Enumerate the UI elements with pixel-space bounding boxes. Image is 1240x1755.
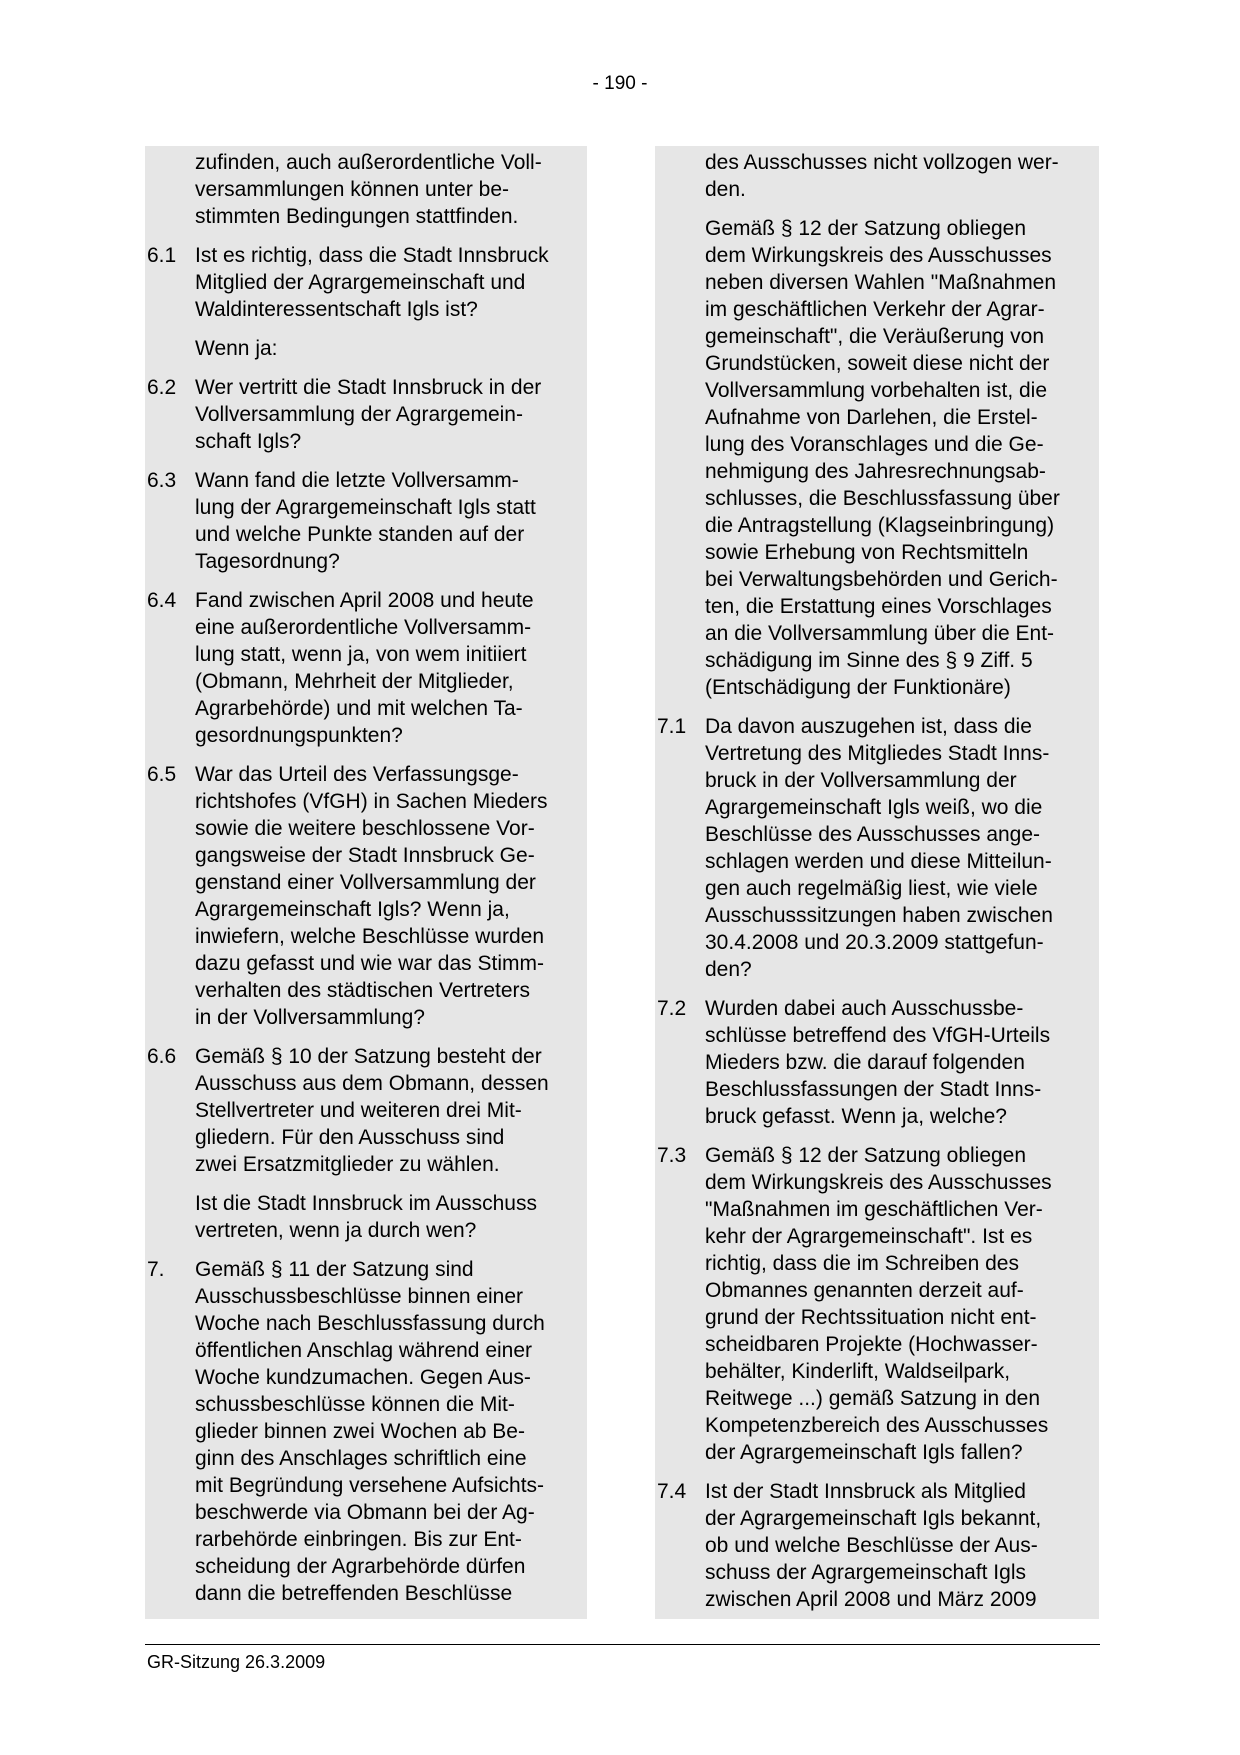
question-6-4	[147, 587, 583, 749]
item-text	[195, 761, 583, 1031]
text-line: rarbehörde einbringen. Bis zur Ent-	[195, 1528, 522, 1551]
text-line: bei Verwaltungsbehörden und Gerich-	[705, 568, 1058, 591]
text-line: scheidbaren Projekte (Hochwasser-	[705, 1333, 1038, 1356]
question-6-5	[147, 761, 583, 1031]
footer-divider	[145, 1644, 1100, 1645]
text-line: Fand zwischen April 2008 und heute	[195, 589, 534, 612]
question-7-1	[657, 713, 1095, 983]
text-line: des Ausschusses nicht vollzogen wer-	[705, 151, 1059, 174]
question-6-6	[147, 1043, 583, 1178]
text-line: bruck gefasst. Wenn ja, welche?	[705, 1105, 1007, 1128]
question-6-3	[147, 467, 583, 575]
text-line: gangsweise der Stadt Innsbruck Ge-	[195, 844, 535, 867]
text-line: Vollversammlung der Agrargemein-	[195, 403, 523, 426]
text-line: Aufnahme von Darlehen, die Erstel-	[705, 406, 1038, 429]
item-number: 6.2	[147, 376, 177, 399]
intro-paragraph	[195, 149, 583, 230]
item-number: 6.5	[147, 763, 177, 786]
text-line: Wenn ja:	[195, 337, 278, 360]
text-line: bruck in der Vollversammlung der	[705, 769, 1017, 792]
text-line: Woche nach Beschlussfassung durch	[195, 1312, 545, 1335]
text-line: Ausschussbeschlüsse binnen einer	[195, 1285, 524, 1308]
text-line: Woche kundzumachen. Gegen Aus-	[195, 1366, 531, 1389]
text-line: schuss der Agrargemeinschaft Igls	[705, 1561, 1026, 1584]
right-column	[655, 146, 1099, 1619]
text-line: Ist der Stadt Innsbruck als Mitglied	[705, 1480, 1026, 1503]
question-7	[147, 1256, 583, 1607]
text-line: versammlungen können unter be-	[195, 178, 510, 201]
text-line: (Obmann, Mehrheit der Mitglieder,	[195, 670, 514, 693]
text-line: kehr der Agrargemeinschaft". Ist es	[705, 1225, 1033, 1248]
item-text	[195, 242, 583, 323]
item-number: 7.3	[657, 1144, 687, 1167]
text-line: Wer vertritt die Stadt Innsbruck in der	[195, 376, 542, 399]
text-line: Wurden dabei auch Ausschussbe-	[705, 997, 1024, 1020]
text-line: Beschlussfassungen der Stadt Inns-	[705, 1078, 1042, 1101]
text-line: lung der Agrargemeinschaft Igls statt	[195, 496, 536, 519]
text-line: dann die betreffenden Beschlüsse	[195, 1582, 513, 1605]
text-line: zwischen April 2008 und März 2009	[705, 1588, 1037, 1611]
item-text	[195, 1256, 583, 1607]
item-text	[705, 713, 1095, 983]
text-line: ginn des Anschlages schriftlich eine	[195, 1447, 527, 1470]
text-line: richtshofes (VfGH) in Sachen Mieders	[195, 790, 548, 813]
text-line: stimmten Bedingungen stattfinden.	[195, 205, 519, 228]
text-line: zwei Ersatzmitglieder zu wählen.	[195, 1153, 500, 1176]
question-7-2	[657, 995, 1095, 1130]
text-line: genstand einer Vollversammlung der	[195, 871, 536, 894]
text-line: Kompetenzbereich des Ausschusses	[705, 1414, 1049, 1437]
text-line: gliedern. Für den Ausschuss sind	[195, 1126, 505, 1149]
text-line: Obmannes genannten derzeit auf-	[705, 1279, 1024, 1302]
text-line: Gemäß § 11 der Satzung sind	[195, 1258, 474, 1281]
text-line: Vollversammlung vorbehalten ist, die	[705, 379, 1048, 402]
text-line: Vertretung des Mitgliedes Stadt Inns-	[705, 742, 1050, 765]
text-line: Grundstücken, soweit diese nicht der	[705, 352, 1050, 375]
item-text	[705, 1142, 1095, 1466]
question-7-3	[657, 1142, 1095, 1466]
text-line: im geschäftlichen Verkehr der Agrar-	[705, 298, 1045, 321]
text-line: schussbeschlüsse können die Mit-	[195, 1393, 515, 1416]
item-number: 6.4	[147, 589, 177, 612]
text-line: an die Vollversammlung über die Ent-	[705, 622, 1055, 645]
wenn-ja-paragraph	[195, 335, 583, 362]
text-line: Mieders bzw. die darauf folgenden	[705, 1051, 1025, 1074]
text-line: öffentlichen Anschlag während einer	[195, 1339, 533, 1362]
text-line: sowie die weitere beschlossene Vor-	[195, 817, 535, 840]
text-line: Agrargemeinschaft Igls weiß, wo die	[705, 796, 1043, 819]
text-line: Reitwege ...) gemäß Satzung in den	[705, 1387, 1041, 1410]
text-line: ten, die Erstattung eines Vorschlages	[705, 595, 1052, 618]
text-line: Wann fand die letzte Vollversamm-	[195, 469, 519, 492]
item-number: 6.1	[147, 244, 177, 267]
left-column	[145, 146, 587, 1619]
text-line: mit Begründung versehene Aufsichts-	[195, 1474, 545, 1497]
text-line: den.	[705, 178, 746, 201]
item-text	[195, 374, 583, 455]
item-text	[195, 1043, 583, 1178]
item-text	[705, 1478, 1095, 1613]
item-number: 6.3	[147, 469, 177, 492]
text-line: zufinden, auch außerordentliche Voll-	[195, 151, 542, 174]
text-line: der Agrargemeinschaft Igls fallen?	[705, 1441, 1023, 1464]
text-line: dazu gefasst und wie war das Stimm-	[195, 952, 544, 975]
item-number: 6.6	[147, 1045, 177, 1068]
text-line: glieder binnen zwei Wochen ab Be-	[195, 1420, 525, 1443]
text-line: Da davon auszugehen ist, dass die	[705, 715, 1032, 738]
text-line: den?	[705, 958, 752, 981]
item-number: 7.4	[657, 1480, 687, 1503]
text-line: lung statt, wenn ja, von wem initiiert	[195, 643, 527, 666]
text-line: Agrargemeinschaft Igls? Wenn ja,	[195, 898, 510, 921]
text-line: Tagesordnung?	[195, 550, 340, 573]
item-number: 7.1	[657, 715, 687, 738]
item-number: 7.	[147, 1258, 165, 1281]
text-line: nehmigung des Jahresrechnungsab-	[705, 460, 1046, 483]
text-line: dem Wirkungskreis des Ausschusses	[705, 1171, 1052, 1194]
text-line: (Entschädigung der Funktionäre)	[705, 676, 1011, 699]
text-line: War das Urteil des Verfassungsge-	[195, 763, 519, 786]
text-line: lung des Voranschlages und die Ge-	[705, 433, 1044, 456]
text-line: dem Wirkungskreis des Ausschusses	[705, 244, 1052, 267]
question-7-4	[657, 1478, 1095, 1613]
text-line: Ausschuss aus dem Obmann, dessen	[195, 1072, 549, 1095]
text-line: Beschlüsse des Ausschusses ange-	[705, 823, 1041, 846]
text-line: scheidung der Agrarbehörde dürfen	[195, 1555, 526, 1578]
continued-paragraph	[705, 149, 1095, 203]
text-line: behälter, Kinderlift, Waldseilpark,	[705, 1360, 1011, 1383]
text-line: verhalten des städtischen Vertreters	[195, 979, 531, 1002]
text-line: gen auch regelmäßig liest, wie viele	[705, 877, 1038, 900]
text-line: eine außerordentliche Vollversamm-	[195, 616, 532, 639]
page-number: - 190 -	[592, 73, 648, 94]
text-line: inwiefern, welche Beschlüsse wurden	[195, 925, 545, 948]
text-line: schlagen werden und diese Mitteilun-	[705, 850, 1052, 873]
text-line: 30.4.2008 und 20.3.2009 stattgefun-	[705, 931, 1044, 954]
text-line: Gemäß § 12 der Satzung obliegen	[705, 217, 1027, 240]
text-line: Ausschusssitzungen haben zwischen	[705, 904, 1053, 927]
text-line: und welche Punkte standen auf der	[195, 523, 525, 546]
text-line: Waldinteressentschaft Igls ist?	[195, 298, 478, 321]
text-line: in der Vollversammlung?	[195, 1006, 425, 1029]
text-line: neben diversen Wahlen "Maßnahmen	[705, 271, 1057, 294]
item-text	[195, 587, 583, 749]
text-line: gesordnungspunkten?	[195, 724, 403, 747]
text-line: Stellvertreter und weiteren drei Mit-	[195, 1099, 522, 1122]
text-line: Agrarbehörde) und mit welchen Ta-	[195, 697, 523, 720]
text-line: der Agrargemeinschaft Igls bekannt,	[705, 1507, 1042, 1530]
text-line: Ist es richtig, dass die Stadt Innsbruck	[195, 244, 549, 267]
item-number: 7.2	[657, 997, 687, 1020]
text-line: gemeinschaft", die Veräußerung von	[705, 325, 1044, 348]
text-line: "Maßnahmen im geschäftlichen Ver-	[705, 1198, 1043, 1221]
footer-text: GR-Sitzung 26.3.2009	[147, 1652, 326, 1672]
text-line: Gemäß § 10 der Satzung besteht der	[195, 1045, 542, 1068]
text-line: grund der Rechtssituation nicht ent-	[705, 1306, 1037, 1329]
item-text	[705, 995, 1095, 1130]
text-line: Gemäß § 12 der Satzung obliegen	[705, 1144, 1027, 1167]
text-line: schaft Igls?	[195, 430, 302, 453]
text-line: Mitglied der Agrargemeinschaft und	[195, 271, 526, 294]
question-6-6-followup	[195, 1190, 583, 1244]
text-line: schlusses, die Beschlussfassung über	[705, 487, 1060, 510]
paragraph-12	[705, 215, 1095, 701]
text-line: schädigung im Sinne des § 9 Ziff. 5	[705, 649, 1033, 672]
text-line: richtig, dass die im Schreiben des	[705, 1252, 1019, 1275]
item-text	[195, 467, 583, 575]
text-line: vertreten, wenn ja durch wen?	[195, 1219, 477, 1242]
text-line: die Antragstellung (Klagseinbringung)	[705, 514, 1055, 537]
question-6-1	[147, 242, 583, 323]
text-line: beschwerde via Obmann bei der Ag-	[195, 1501, 535, 1524]
question-6-2	[147, 374, 583, 455]
text-line: sowie Erhebung von Rechtsmitteln	[705, 541, 1029, 564]
text-line: ob und welche Beschlüsse der Aus-	[705, 1534, 1038, 1557]
text-line: Ist die Stadt Innsbruck im Ausschuss	[195, 1192, 537, 1215]
text-line: schlüsse betreffend des VfGH-Urteils	[705, 1024, 1051, 1047]
